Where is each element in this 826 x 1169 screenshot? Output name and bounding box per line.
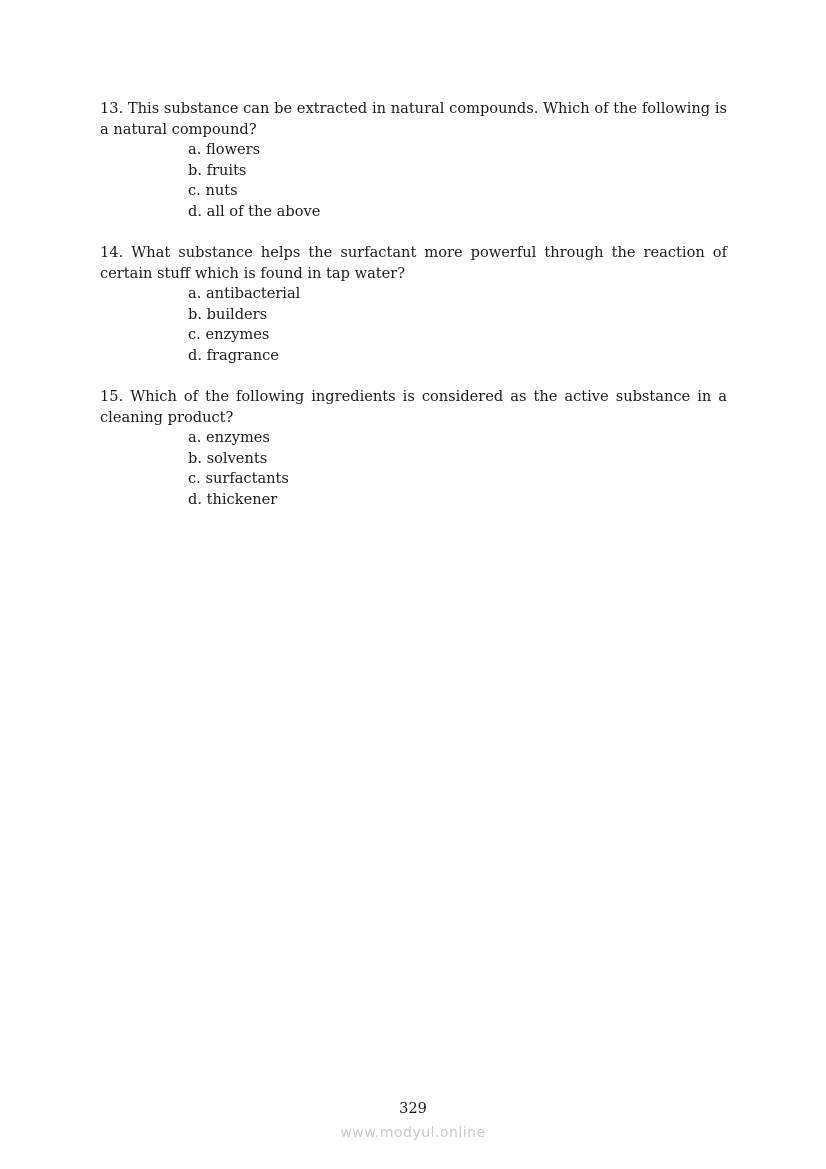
answer-options — [100, 284, 727, 366]
option-c: c. enzymes — [188, 326, 270, 344]
question-stem: 13. This substance can be extracted in natural compounds. Which of the following is a natural compound? — [100, 100, 727, 138]
option-a: a. antibacterial — [188, 285, 301, 303]
answer-options — [100, 428, 727, 510]
option-b: b. builders — [188, 305, 268, 323]
option-c: c. nuts — [188, 182, 238, 200]
option-b: b. fruits — [188, 161, 247, 179]
option-a: a. flowers — [188, 141, 261, 159]
option-a: a. enzymes — [188, 429, 270, 447]
question-stem: 14. What substance helps the surfactant more powerful through the reaction of certain stuff which is found in tap water? — [100, 244, 727, 282]
option-d: d. thickener — [188, 490, 278, 508]
option-c: c. surfactants — [188, 470, 289, 488]
question-15 — [100, 387, 727, 511]
option-d: d. fragrance — [188, 346, 279, 364]
question-14 — [100, 243, 727, 367]
answer-options — [100, 140, 727, 222]
page-number: 329 — [399, 1100, 427, 1117]
option-d: d. all of the above — [188, 202, 321, 220]
question-13 — [100, 99, 727, 223]
option-b: b. solvents — [188, 449, 268, 467]
watermark: www.modyul.online — [340, 1125, 486, 1141]
question-stem: 15. Which of the following ingredients is considered as the active substance in a cleaning product? — [100, 388, 727, 426]
